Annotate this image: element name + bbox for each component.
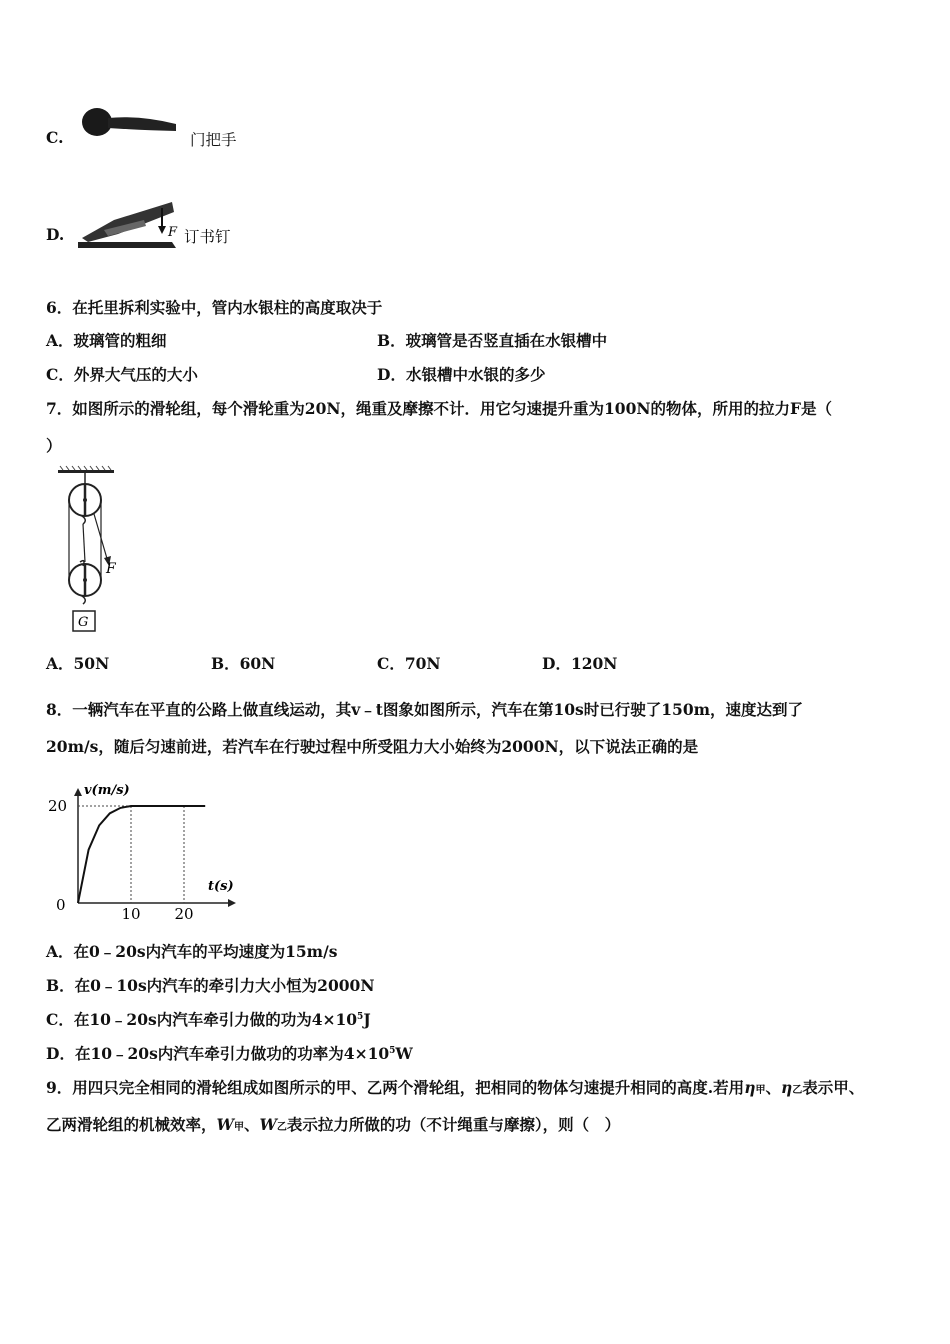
pulley-figure (54, 466, 134, 638)
q6-stem: 6．在托里拆利实验中，管内水银柱的高度取决于 (46, 298, 383, 317)
origin-label: 0 (56, 896, 66, 914)
x-axis-label: t(s) (208, 879, 234, 894)
stapler-force-label: F (168, 225, 178, 240)
q8-stem-line2: 20m/s，随后匀速前进，若汽车在行驶过程中所受阻力大小始终为2000N，以下说法正确的是 (46, 737, 699, 756)
q9-stem-line1: 9．用四只完全相同的滑轮组成如图所示的甲、乙两个滑轮组，把相同的物体匀速提升相同的高度.若用η甲、η乙表示甲、 (46, 1078, 865, 1097)
q8-option-d: D．在10﹣20s内汽车牵引力做功的功率为$4\times 10^5W$ (46, 1044, 413, 1063)
q7-option-d: D．120N (542, 654, 618, 673)
q6-option-a: A．玻璃管的粗细 (46, 331, 167, 350)
q7-option-a: A．50N (46, 654, 110, 673)
y-axis-arrow (74, 788, 82, 796)
option-c-caption: 门把手 (190, 131, 237, 149)
door-handle-figure (80, 104, 180, 140)
q8-option-a: A．在0﹣20s内汽车的平均速度为15m/s (46, 942, 338, 961)
y-tick-label-20: 20 (48, 797, 68, 815)
q6-option-c: C．外界大气压的大小 (46, 365, 198, 384)
y-axis-label: v(m/s) (84, 783, 130, 798)
x-tick-label-10: 10 (121, 905, 141, 923)
weight-label: G (78, 615, 89, 630)
x-tick-label-20: 20 (174, 905, 194, 923)
x-axis-arrow (228, 899, 236, 907)
q8-stem-line1: 8．一辆汽车在平直的公路上做直线运动，其v﹣t图象如图所示，汽车在第10s时已行驶了150m，速度达到了 (46, 700, 804, 719)
q7-stem-line1: 7．如图所示的滑轮组，每个滑轮重为20N，绳重及摩擦不计．用它匀速提升重为100N的物体，所用的拉力F是（ (46, 399, 833, 418)
option-d-letter: D. (46, 225, 65, 244)
q6-option-b: B．玻璃管是否竖直插在水银槽中 (377, 331, 608, 350)
pulley-force-label: F (106, 561, 116, 577)
q6-option-d: D．水银槽中水银的多少 (377, 365, 546, 384)
q7-option-c: C．70N (377, 654, 441, 673)
stapler-figure (74, 194, 184, 256)
q8-option-c: C．在10﹣20s内汽车牵引力做的功为$4\times 10^5J$ (46, 1010, 371, 1029)
vt-chart (40, 780, 240, 926)
q7-option-b: B．60N (211, 654, 276, 673)
q9-stem-line2: 乙两滑轮组的机械效率，W甲、W乙表示拉力所做的功（不计绳重与摩擦），则（ ） (46, 1115, 621, 1134)
q8-option-b: B．在0﹣10s内汽车的牵引力大小恒为2000N (46, 976, 375, 995)
velocity-series-line (78, 806, 205, 903)
option-d-caption: 订书钉 (184, 228, 231, 246)
q7-stem-line2: ） (46, 436, 62, 455)
option-c-letter: C. (46, 128, 64, 147)
